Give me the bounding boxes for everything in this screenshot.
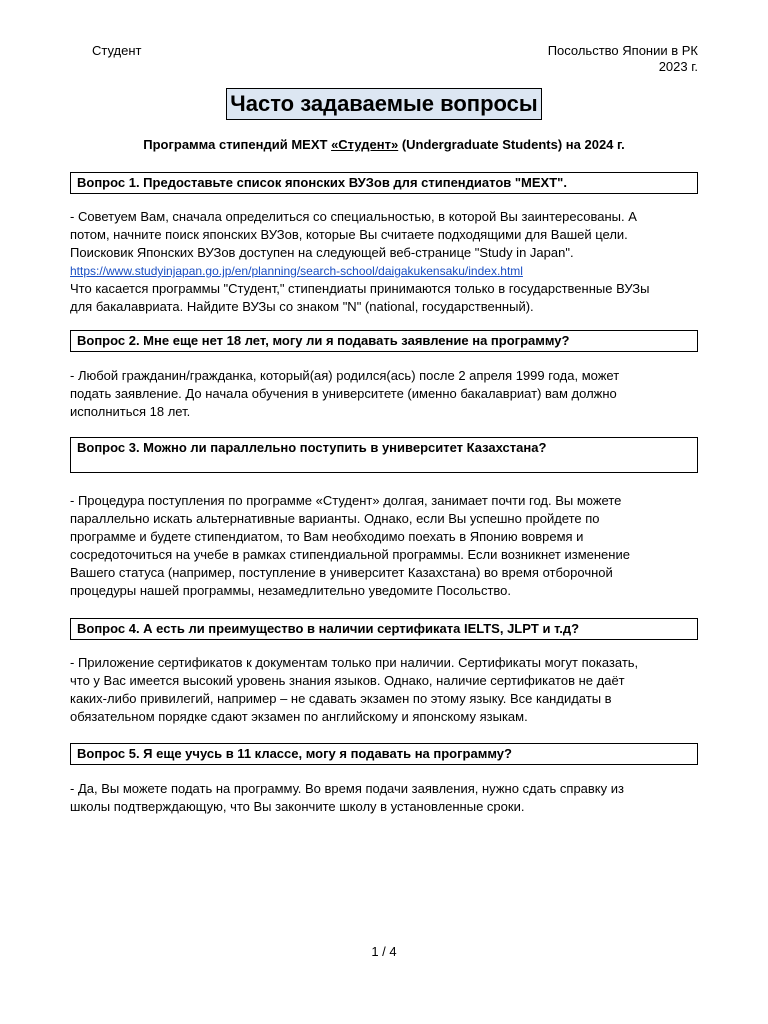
subtitle-part1: Программа стипендий MEXT	[143, 137, 332, 152]
subtitle	[0, 137, 768, 152]
subtitle-part3: (Undergraduate Students) на 2024 г.	[398, 137, 625, 152]
question-5-box: Вопрос 5. Я еще учусь в 11 классе, могу я подавать на программу?	[70, 743, 698, 765]
header-right-line2: 2023 г.	[658, 59, 698, 74]
answer-1-line4: Что касается программы "Студент," стипендиаты принимаются только в государственные ВУЗы	[70, 281, 650, 296]
answer-3-line2: параллельно искать альтернативные варианты. Однако, если Вы успешно пройдете по	[70, 511, 600, 526]
answer-2	[70, 367, 698, 421]
answer-3-line6: процедуры нашей программы, незамедлительно уведомите Посольство.	[70, 583, 512, 598]
answer-4	[70, 654, 698, 726]
answer-5-line2: школы подтверждающую, что Вы закончите школу в установленные сроки.	[70, 799, 525, 814]
title-wrap	[0, 88, 768, 120]
answer-3	[70, 492, 698, 600]
question-3-box: Вопрос 3. Можно ли параллельно поступить в университет Казахстана?	[70, 437, 698, 473]
answer-4-line4: обязательном порядке сдают экзамен по английскому и японскому языкам.	[70, 709, 528, 724]
subtitle-part2: «Студент»	[331, 137, 399, 152]
answer-1-line1: - Советуем Вам, сначала определиться со специальностью, в которой Вы заинтересованы. А	[70, 209, 637, 224]
answer-1-line5: для бакалавриата. Найдите ВУЗы со знаком "N" (national, государственный).	[70, 299, 534, 314]
answer-3-line4: сосредоточиться на учебе в рамках стипендиальной программы. Если возникнет изменение	[70, 547, 630, 562]
answer-5-line1: - Да, Вы можете подать на программу. Во время подачи заявления, нужно сдать справку из	[70, 781, 624, 796]
answer-2-line1: - Любой гражданин/гражданка, который(ая) родился(ась) после 2 апреля 1999 года, может	[70, 368, 620, 383]
answer-1	[70, 208, 698, 316]
page-number: 1 / 4	[371, 944, 397, 959]
question-1-box: Вопрос 1. Предоставьте список японских ВУЗов для стипендиатов "MEXT".	[70, 172, 698, 194]
question-4-box: Вопрос 4. А есть ли преимущество в наличии сертификата IELTS, JLPT и т.д?	[70, 618, 698, 640]
answer-3-line5: Вашего статуса (например, поступление в университет Казахстана) во время отборочной	[70, 565, 613, 580]
answer-4-line3: каких-либо привилегий, например – не сдавать экзамен по этому языку. Все кандидаты в	[70, 691, 612, 706]
question-2-box: Вопрос 2. Мне еще нет 18 лет, могу ли я подавать заявление на программу?	[70, 330, 698, 352]
answer-1-line2: потом, начните поиск японских ВУЗов, которые Вы считаете подходящими для Вашей цели.	[70, 227, 628, 242]
header-right-line1: Посольство Японии в РК	[547, 43, 698, 58]
answer-1-line3: Поисковик Японских ВУЗов доступен на следующей веб-странице "Study in Japan".	[70, 245, 574, 260]
header-left: Студент	[92, 43, 142, 58]
answer-4-line2: что у Вас имеется высокий уровень знания языков. Однако, наличие сертификатов не даёт	[70, 673, 625, 688]
answer-2-line3: исполниться 18 лет.	[70, 404, 191, 419]
answer-4-line1: - Приложение сертификатов к документам только при наличии. Сертификаты могут показать,	[70, 655, 639, 670]
answer-5	[70, 780, 698, 816]
header-right	[548, 43, 698, 75]
study-in-japan-link[interactable]: https://www.studyinjapan.go.jp/en/planning/search-school/daigakukensaku/index.html	[70, 264, 523, 278]
answer-3-line1: - Процедура поступления по программе «Студент» долгая, занимает почти год. Вы можете	[70, 493, 622, 508]
answer-3-line3: программе и будете стипендиатом, то Вам необходимо поехать в Японию вовремя и	[70, 529, 584, 544]
page-title: Часто задаваемые вопросы	[226, 88, 541, 120]
answer-2-line2: подать заявление. До начала обучения в университете (именно бакалавриат) вам должно	[70, 386, 617, 401]
